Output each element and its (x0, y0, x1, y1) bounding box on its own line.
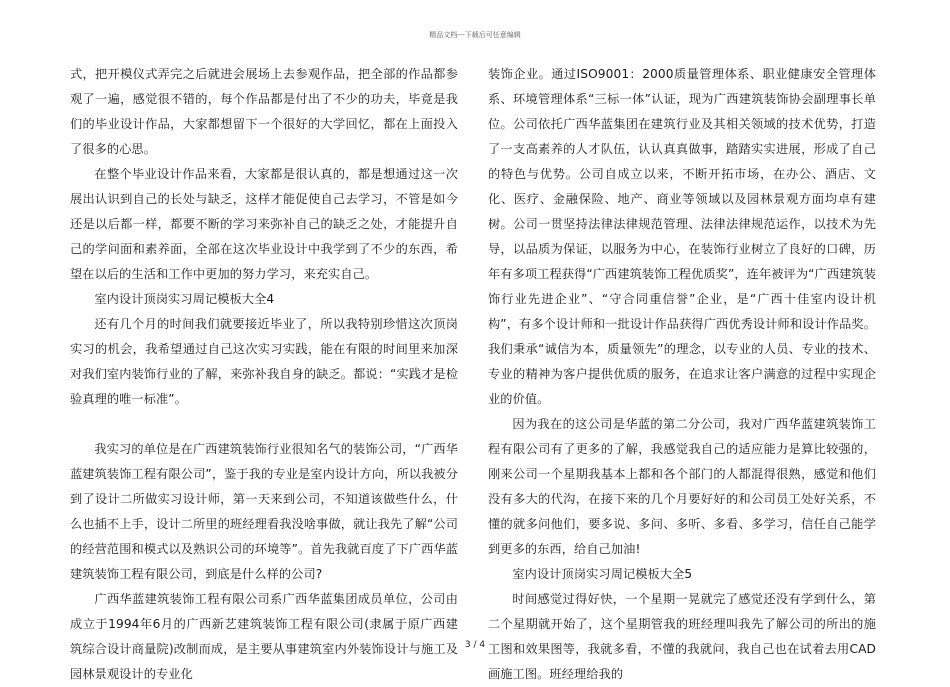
right-column (488, 62, 876, 687)
paragraph: 还有几个月的时间我们就要接近毕业了，所以我特别珍惜这次顶岗实习的机会，我希望通过自己这次实习实践，能在有限的时间里来加深对我们室内装饰行业的了解，来弥补我自身的缺乏。都说：“实践才是检验真理的唯一标准”。 (70, 317, 458, 406)
section-heading: 室内设计顶岗实习周记模板大全5 (512, 567, 693, 581)
paragraph: 因为我在的这公司是华蓝的第二分公司，我对广西华蓝建筑装饰工程有限公司有了更多的了解，我感觉我自己的适应能力是算比较强的，刚来公司一个星期我基本上都和各个部门的人都混得很熟，感觉和他们没有多大的代沟，在接下来的几个月要好好的和公司员工处好关系，不懂的就多问他们，要多说、多问、多听、多看、多学习，信任自己能学到更多的东西，给自己加油! (488, 417, 876, 556)
left-column (70, 62, 458, 687)
paragraph: 在整个毕业设计作品来看，大家都是很认真的，都是想通过这一次展出认识到自己的长处与缺乏，这样才能促使自己去学习，不管是如今还是以后都一样，都要不断的学习来弥补自己的缺乏之处，才能提升自己的学问面和素养面，全部在这次毕业设计中我学到了不少的东西，希望在以后的生活和工作中更加的努力学习，来充实自己。 (70, 167, 458, 281)
section-heading: 室内设计顶岗实习周记模板大全4 (94, 292, 275, 306)
paragraph: 式，把开模仪式弄完之后就进会展场上去参观作品，把全部的作品都参观了一遍，感觉很不错的，每个作品都是付出了不少的功夫，毕竟是我们的毕业设计作品，大家都想留下一个很好的大学回忆，都在上面投入了很多的心思。 (70, 67, 458, 156)
page-number: 3 / 4 (464, 640, 486, 650)
paragraph: 广西华蓝建筑装饰工程有限公司系广西华蓝集团成员单位，公司由成立于1994年6月的广西新艺建筑装饰工程有限公司(隶属于原广西建筑综合设计商量院)改制而成，是主要从事建筑室内外装饰设计与施工及园林景观设计的专业化 (70, 592, 458, 681)
paragraph: 我实习的单位是在广西建筑装饰行业很知名气的装饰公司，“广西华蓝建筑装饰工程有限公司”，鉴于我的专业是室内设计方向，所以我被分到了设计二所做实习设计师，第一天来到公司，不知道该做些什么，什么也插不上手，设计二所里的班经理看我没啥事做，就让我先了解“公司的经营范围和模式以及熟识公司的环境等”。首先我就百度了下广西华蓝建筑装饰工程有限公司，到底是什么样的公司? (70, 442, 458, 581)
page-header: 精品文档---下载后可任意编辑 (429, 31, 521, 39)
paragraph: 装饰企业。通过ISO9001：2000质量管理体系、职业健康安全管理体系、环境管理体系“三标一体”认证，现为广西建筑装饰协会副理事长单位。公司依托广西华蓝集团在建筑行业及其相关领域的技术优势，打造了一支高素养的人才队伍，认认真真做事，踏踏实实进展，形成了自己的特色与优势。公司自成立以来，不断开拓市场，在办公、酒店、文化、医疗、金融保险、地产、商业等领域以及园林景观方面均卓有建树。公司一贯坚持法律法律规范管理、法律法律规范运作，以技术为先导，以品质为保证，以服务为中心，在装饰行业树立了良好的口碑，历年有多项工程获得“广西建筑装饰工程优质奖”，连年被评为“广西建筑装饰行业先进企业”、“守合同重信誉”企业，是“广西十佳室内设计机构”，有多个设计师和一批设计作品获得广西优秀设计师和设计作品奖。我们秉承“诚信为本，质量领先”的理念，以专业的人员、专业的技术、专业的精神为客户提供优质的服务，在追求让客户满意的过程中实现企业的价值。 (488, 67, 876, 406)
paragraph: 时间感觉过得好快，一个星期一晃就完了感觉还没有学到什么，第二个星期就开始了，这个星期管我的班经理叫我先了解公司的所出的施工图和效果图等，我就多看，不懂的我就问，我自己也在试着去用CAD画施工图。班经理给我的 (488, 592, 876, 681)
